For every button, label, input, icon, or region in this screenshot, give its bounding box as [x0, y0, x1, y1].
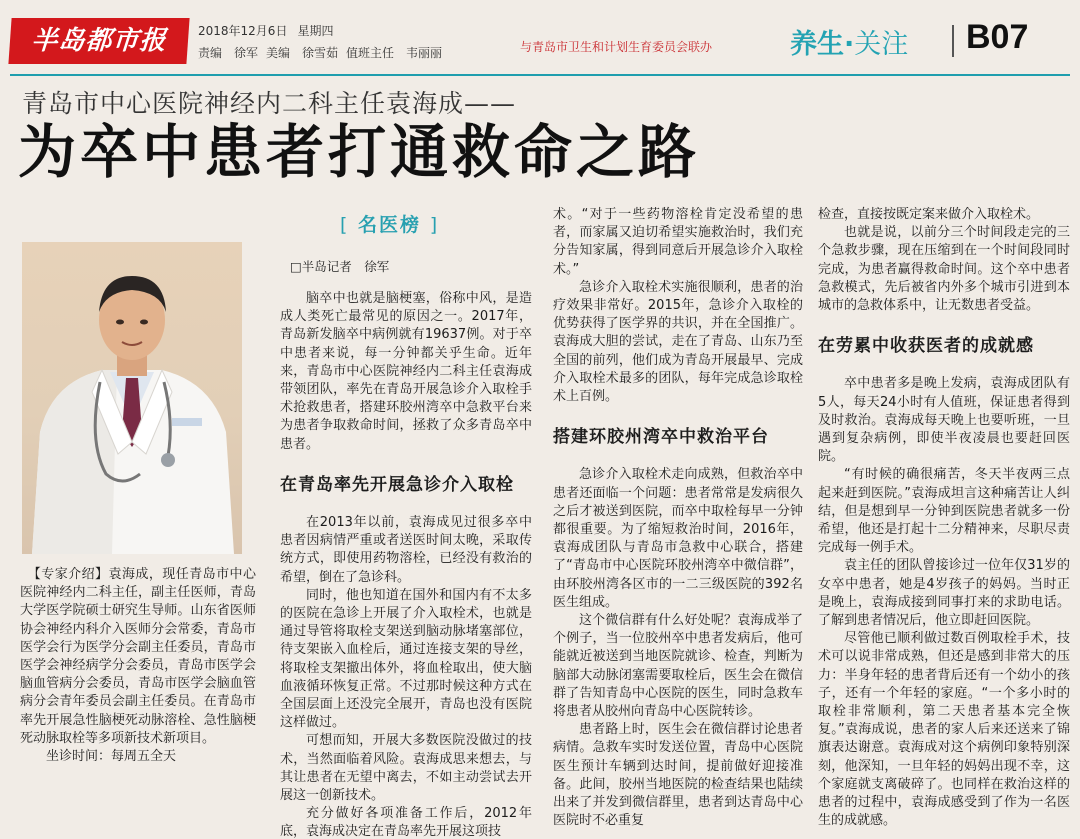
section-dot: · [844, 29, 855, 60]
paragraph: 充分做好各项准备工作后，2012年底，袁海成决定在青岛率先开展这项技 [280, 806, 532, 839]
paragraph: “有时候的确很痛苦，冬天半夜两三点起来赶到医院。”袁海成坦言这种痛苦让人纠结，但是想到早一分钟到医院患者就多一份希望，他还是打起十二分精神来，尽职尽责完成每一例手术。 [818, 467, 1070, 556]
page-number: B07 [966, 18, 1029, 56]
subheading: 在劳累中收获医者的成就感 [818, 336, 1034, 357]
clinic-hours: 坐诊时间：每周五全天 [46, 749, 177, 765]
column-label-text: 名医榜 [358, 214, 422, 236]
paragraph: 在2013年以前，袁海成见过很多卒中患者因病情严重或者送医时间太晚，采取传统方式，即使用药物溶栓，已经没有救治的希望，倒在了急诊科。 [280, 515, 532, 585]
headline-subtitle: 青岛市中心医院神经内二科主任袁海成—— [22, 89, 517, 118]
paragraph: 也就是说，以前分三个时间段走完的三个急救步骤，现在压缩到在一个时间段同时完成，为患者赢得救命时间。这个卒中患者急救模式，先后被省内外多个城市引进到本城市的急救体系中，让无数患者受益。 [818, 225, 1070, 314]
paragraph: 急诊介入取栓术实施很顺利，患者的治疗效果非常好。2015年，急诊介入取栓的优势获得了医学界的共识，并在全国推广。袁海成大胆的尝试，走在了青岛、山东乃至全国的前列，他们成为青岛开展最早、完成介入取栓术最多的团队，每年完成急诊取栓术上百例。 [553, 279, 803, 405]
expert-bio-text: 【专家介绍】袁海成，现任青岛市中心医院神经内二科主任，副主任医师，青岛大学医学院硕士研究生导师。山东省医师协会神经内科介入医师分会常委，青岛市医学会行为医学分会副主任委员，青岛市医学会神经病学分会委员，青岛市医学会脑血管病分会委员，青岛市医学会脑血管病分会青年委员会副主任委员。在青岛市率先开展急性脑梗死动脉溶栓、急性脑梗死动脉取栓等多项新技术新项目。 [20, 567, 256, 746]
paragraph: 患者路上时，医生会在微信群讨论患者病情。急救车实时发送位置，青岛中心医院医生预计车辆到达时间，提前做好迎接准备。此间，胶州当地医院的检查结果也陆续出来了并发到微信群里，患者到达青岛中心医院时不必重复 [553, 722, 803, 829]
section-name-a: 养生 [790, 29, 844, 60]
section-name-b: 关注 [854, 29, 909, 60]
paragraph: 这个微信群有什么好处呢？袁海成举了个例子，当一位胶州卒中患者发病后，他可能就近被送到当地医院就诊、检查，判断为脑部大动脉闭塞需要取栓后，医生会在微信群了告知青岛中心医院的医生，同时急救车将患者从胶州向青岛中心医院转诊。 [553, 613, 803, 720]
subheading: 在青岛率先开展急诊介入取栓 [280, 474, 514, 495]
article-column-3 [553, 206, 803, 831]
paragraph: 尽管他已顺利做过数百例取栓手术，技术可以说非常成熟，但还是感到非常大的压力：半身年轻的患者背后还有一个幼小的孩子，还有一个年轻的家庭。“一个多小时的取栓非常顺利，第二天患者基本完全恢复。”袁海成说，患者的家人后来还送来了锦旗表达谢意。袁海成对这个病例印象特别深刻，他深知，一旦年轻的妈妈出现不幸，这个家庭就支离破碎了。也同样在救治这样的患者的过程中，袁海成感受到了作为一名医生的成就感。 [818, 631, 1070, 829]
chief-credit: 值班主任 韦丽丽 [346, 46, 443, 60]
headline-title: 为卒中患者打通救命之路 [18, 118, 701, 186]
bracket-icon: [ [340, 214, 350, 236]
header-rule [10, 74, 1070, 76]
designer-credit: 美编 徐雪茹 [266, 46, 339, 60]
doctor-portrait [22, 242, 242, 554]
article-column-2 [280, 290, 532, 839]
editor-credits [198, 44, 450, 61]
issue-meta [198, 22, 343, 39]
paragraph: 可想而知，开展大多数医院没做过的技术，当然面临着风险。袁海成思来想去，与其让患者在无望中离去，不如主动尝试去开展这一创新技术。 [280, 733, 532, 804]
paragraph: 术。“对于一些药物溶栓肯定没希望的患者，而家属又迫切希望实施救治时，我们充分告知家属，得到同意后开展急诊介入取栓术。” [553, 207, 803, 277]
header-divider [952, 25, 954, 57]
section-name [790, 22, 908, 61]
paragraph: 脑卒中也就是脑梗塞，俗称中风，是造成人类死亡最常见的原因之一。2017年，青岛新发脑卒中病例就有19637例。对于卒中患者来说，每一分钟都关乎生命。近年来，青岛市中心医院神经内二科主任袁海成带领团队，率先在青岛开展急诊介入取栓手术抢救患者，搭建环胶州湾卒中急救平台来为患者争取救命时间，拯救了众多青岛卒中患者。 [280, 291, 532, 452]
bracket-icon: ] [429, 214, 440, 236]
subheading: 搭建环胶州湾卒中救治平台 [553, 427, 769, 448]
expert-bio [20, 566, 256, 766]
byline: □半岛记者 徐军 [290, 259, 390, 274]
paragraph: 卒中患者多是晚上发病，袁海成团队有5人，每天24小时有人值班，保证患者得到及时救治。袁海成每天晚上也要听班，一旦遇到复杂病例，即使半夜凌晨也要赶回医院。 [818, 376, 1070, 465]
issue-date: 2018年12月6日 [198, 24, 288, 38]
paragraph: 急诊介入取栓术走向成熟，但救治卒中患者还面临一个问题：患者常常是发病很久之后才被送到医院，而卒中取栓每早一分钟都很重要。为了缩短救治时间，2016年，袁海成团队与青岛市急救中心联合，搭建了“青岛市中心医院环胶州湾卒中微信群”，由环胶州湾各区市的一二三级医院的392名医生组成。 [553, 467, 803, 610]
column-label [340, 210, 439, 237]
paragraph: 同时，他也知道在国外和国内有不太多的医院在急诊上开展了介入取栓术，也就是通过导管将取栓支架送到脑动脉堵塞部位，待支架嵌入血栓后，通过连接支架的导丝，将取栓支架撤出体外，将血栓取出，使大脑血液循环恢复正常。不过那时候这种方式在全国层面上还没完全展开，青岛也没有医院这样做过。 [280, 587, 532, 731]
editor-credit: 责编 徐军 [198, 46, 259, 60]
doctor-portrait-drawing [22, 242, 242, 554]
issue-weekday: 星期四 [297, 24, 334, 38]
article-column-4 [818, 206, 1070, 831]
cosponsor-note: 与青岛市卫生和计划生育委员会联办 [520, 40, 713, 54]
paragraph: 袁主任的团队曾接诊过一位年仅31岁的女卒中患者，她是4岁孩子的妈妈。当时正是晚上，袁海成接到同事打来的求助电话。了解到患者情况后，他立即赶回医院。 [818, 558, 1070, 629]
paragraph: 检查，直接按既定案来做介入取栓术。 [818, 207, 1040, 222]
newspaper-logo: 半岛都市报 [8, 18, 189, 64]
